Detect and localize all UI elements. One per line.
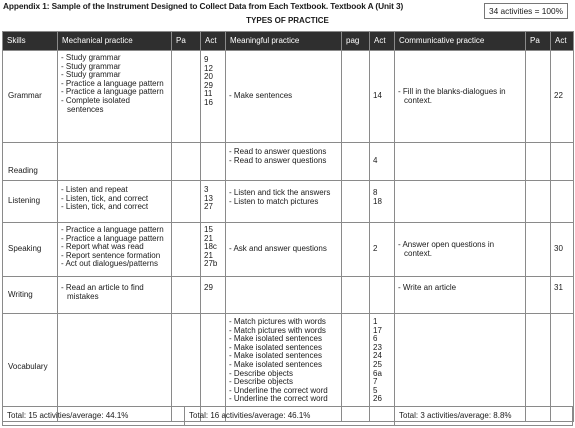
communicative-cell <box>395 143 526 181</box>
list-item: sentences <box>67 104 104 114</box>
act-cell <box>370 277 395 314</box>
act-cell <box>551 143 574 181</box>
list-item: - Make isolated sentences <box>229 342 322 352</box>
act-cell <box>201 223 226 277</box>
list-item: - Study grammar <box>61 53 121 62</box>
list-item: - Answer open questions in <box>398 239 495 249</box>
act-number: 18 <box>373 196 382 206</box>
act-number: 23 <box>373 342 382 352</box>
header-mechanical: Mechanical practice <box>58 32 172 51</box>
communicative-cell <box>395 181 526 223</box>
act-number: 30 <box>554 244 563 254</box>
list-item: - Report sentence formation <box>61 250 161 260</box>
act-number: 9 <box>204 55 209 64</box>
mechanical-cell <box>58 51 172 143</box>
act-cell <box>370 143 395 181</box>
act-number: 13 <box>204 193 213 203</box>
list-item: - Read to answer questions <box>229 155 327 165</box>
table-row <box>3 143 574 181</box>
communicative-cell <box>395 51 526 143</box>
pa-cell <box>172 223 201 277</box>
mechanical-cell <box>58 181 172 223</box>
act-cell <box>201 143 226 181</box>
act-number: 20 <box>204 72 213 82</box>
pa-cell <box>526 277 551 314</box>
meaningful-cell <box>226 223 342 277</box>
act-number: 16 <box>204 97 213 107</box>
meaningful-cell <box>226 181 342 223</box>
act-number: 29 <box>204 283 213 292</box>
list-item: - Read to answer questions <box>229 147 327 156</box>
skill-label: Reading <box>3 143 58 181</box>
list-item: - Underline the correct word <box>229 394 328 404</box>
skill-label: Grammar <box>3 51 58 143</box>
act-number: 29 <box>204 80 213 90</box>
communicative-cell <box>395 277 526 314</box>
total-communicative: Total: 3 activities/average: 8.8% <box>394 407 569 425</box>
act-cell <box>201 181 226 223</box>
total-mechanical: Total: 15 activities/average: 44.1% <box>7 411 129 420</box>
header-act-mechanical: Act <box>201 32 226 51</box>
pa-cell <box>526 143 551 181</box>
list-item: - Listen, tick, and correct <box>61 202 149 212</box>
list-item: - Practice a language pattern <box>61 225 164 234</box>
list-item: - Underline the correct word <box>229 385 328 395</box>
header-pag-meaningful: pag <box>342 32 370 51</box>
table-subtitle: TYPES OF PRACTICE <box>246 16 329 25</box>
header-row <box>3 32 574 51</box>
act-number: 21 <box>204 233 213 243</box>
act-number: 31 <box>554 283 563 292</box>
skill-label: Vocabulary <box>3 314 58 422</box>
header-pa-communicative: Pa <box>526 32 551 51</box>
act-cell <box>551 51 574 143</box>
act-number: 14 <box>373 91 382 101</box>
act-number: 26 <box>373 394 382 404</box>
practice-table <box>2 31 574 422</box>
list-item: - Study grammar <box>61 61 121 71</box>
skill-label: Writing <box>3 277 58 314</box>
list-item: - Read an article to find <box>61 283 144 292</box>
activities-badge: 34 activities = 100% <box>484 3 568 19</box>
act-number: 3 <box>204 185 209 194</box>
table-row <box>3 181 574 223</box>
list-item: context. <box>404 248 433 258</box>
table-row <box>3 277 574 314</box>
totals-row <box>2 406 573 426</box>
list-item: - Describe objects <box>229 377 294 387</box>
list-item: - Listen to match pictures <box>229 196 319 206</box>
list-item: - Act out dialogues/patterns <box>61 259 158 269</box>
pag-cell <box>342 143 370 181</box>
pa-cell <box>172 181 201 223</box>
act-number: 24 <box>373 351 382 361</box>
act-number: 8 <box>373 188 378 197</box>
act-number: 1 <box>373 317 378 326</box>
communicative-cell <box>395 223 526 277</box>
meaningful-cell <box>226 277 342 314</box>
list-item: - Make isolated sentences <box>229 351 322 361</box>
list-item: - Report what was read <box>61 242 144 252</box>
act-number: 17 <box>373 325 382 335</box>
total-meaningful: Total: 16 activities/average: 46.1% <box>184 407 394 425</box>
act-number: 15 <box>204 225 213 234</box>
act-number: 25 <box>373 359 382 369</box>
pa-cell <box>172 51 201 143</box>
header-pa-mechanical: Pa <box>172 32 201 51</box>
list-item: - Write an article <box>398 283 457 292</box>
list-item: - Practice a language pattern <box>61 233 164 243</box>
act-cell <box>201 277 226 314</box>
mechanical-cell <box>58 143 172 181</box>
act-number: 27b <box>204 259 218 269</box>
act-cell <box>551 181 574 223</box>
act-number: 22 <box>554 91 563 101</box>
list-item: mistakes <box>67 291 99 301</box>
list-item: - Practice a language pattern <box>61 87 164 97</box>
act-number: 6 <box>373 334 378 344</box>
act-cell <box>370 181 395 223</box>
list-item: - Fill in the blanks-dialogues in <box>398 86 506 96</box>
act-number: 4 <box>373 156 378 166</box>
list-item: context. <box>404 95 433 105</box>
header-communicative: Communicative practice <box>395 32 526 51</box>
mechanical-cell <box>58 223 172 277</box>
act-number: 11 <box>204 89 213 99</box>
list-item: - Listen and tick the answers <box>229 188 331 197</box>
act-number: 7 <box>373 377 378 387</box>
list-item: - Make sentences <box>229 91 293 101</box>
list-item: - Complete isolated <box>61 95 130 105</box>
act-cell <box>201 51 226 143</box>
act-cell <box>370 51 395 143</box>
pag-cell <box>342 277 370 314</box>
act-number: 5 <box>373 385 378 395</box>
act-number: 27 <box>204 202 213 212</box>
header-act-meaningful: Act <box>370 32 395 51</box>
act-number: 12 <box>204 63 213 73</box>
pa-cell <box>526 223 551 277</box>
pa-cell <box>172 143 201 181</box>
pag-cell <box>342 181 370 223</box>
list-item: - Listen and repeat <box>61 185 128 194</box>
mechanical-cell <box>58 277 172 314</box>
act-cell <box>551 223 574 277</box>
pag-cell <box>342 51 370 143</box>
document-title: Appendix 1: Sample of the Instrument Designed to Collect Data from Each Textbook. Textbook A (Unit 3) <box>3 1 404 11</box>
pa-cell <box>172 277 201 314</box>
skill-label: Listening <box>3 181 58 223</box>
table-row <box>3 223 574 277</box>
act-number: 6a <box>373 368 382 378</box>
act-number: 2 <box>373 244 378 254</box>
act-cell <box>370 223 395 277</box>
meaningful-cell <box>226 51 342 143</box>
list-item: - Practice a language pattern <box>61 78 164 88</box>
list-item: - Make isolated sentences <box>229 334 322 344</box>
meaningful-cell <box>226 143 342 181</box>
table-row <box>3 51 574 143</box>
act-number: 21 <box>204 250 213 260</box>
act-cell <box>551 277 574 314</box>
header-act-communicative: Act <box>551 32 574 51</box>
pag-cell <box>342 223 370 277</box>
header-skills: Skills <box>3 32 58 51</box>
skill-label: Speaking <box>3 223 58 277</box>
list-item: - Study grammar <box>61 70 121 80</box>
list-item: - Make isolated sentences <box>229 359 322 369</box>
list-item: - Listen, tick, and correct <box>61 193 149 203</box>
list-item: - Describe objects <box>229 368 294 378</box>
list-item: - Match pictures with words <box>229 325 326 335</box>
list-item: - Match pictures with words <box>229 317 326 326</box>
act-number: 18c <box>204 242 217 252</box>
pa-cell <box>526 181 551 223</box>
header-meaningful: Meaningful practice <box>226 32 342 51</box>
list-item: - Ask and answer questions <box>229 244 327 254</box>
pa-cell <box>526 51 551 143</box>
